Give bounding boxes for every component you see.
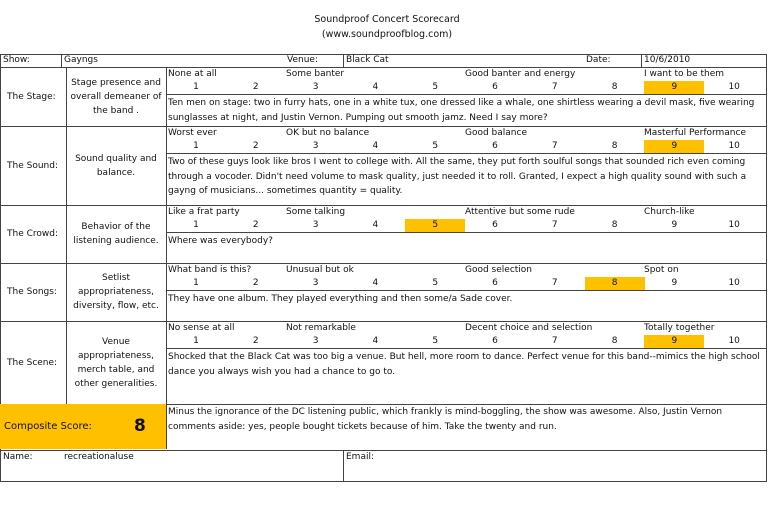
score-cell-thescene-1: 1: [193, 336, 199, 346]
comment-thestage: Ten men on stage: two in furry hats, one in a white tux, one dressed like a whale, one shirtless wearing a devil mask, five wearing sunglasses at night, and Justin Vernon. Pumping out smooth jamz. Need I say more?: [168, 98, 755, 123]
score-cell-thecrowd-2: 2: [252, 220, 259, 230]
scale-divider: [166, 94, 766, 95]
score-cell-thestage-8: 8: [611, 82, 618, 92]
score-cell-thesound-8: 8: [611, 141, 618, 151]
anchor-thescene-3: Decent choice and selection: [465, 323, 593, 333]
score-cell-thecrowd-10: 10: [728, 220, 740, 230]
score-cell-thescene-4: 4: [372, 336, 379, 346]
score-cell-thecrowd-3: 3: [312, 220, 319, 230]
score-cell-thesound-3: 3: [312, 141, 319, 151]
anchor-thestage-1: None at all: [168, 69, 217, 79]
score-cell-thesongs-4: 4: [372, 278, 379, 288]
anchor-thesound-2: OK but no balance: [286, 128, 370, 138]
scale-divider: [166, 232, 766, 233]
criteria-thecrowd: Behavior of the listening audience.: [73, 222, 159, 246]
score-cell-thecrowd-9: 9: [671, 220, 678, 230]
col-divider: [166, 126, 167, 205]
anchor-thesongs-4: Spot on: [644, 265, 679, 275]
anchor-thesound-3: Good balance: [465, 128, 527, 138]
score-cell-thesongs-3: 3: [312, 278, 319, 288]
score-cell-thecrowd-6: 6: [492, 220, 498, 230]
score-cell-thesongs-7: 7: [551, 278, 558, 288]
score-cell-thesound-10: 10: [728, 141, 740, 151]
score-selected-thecrowd: 5: [405, 219, 465, 232]
score-cell-thescene-10: 10: [728, 336, 740, 346]
score-cell-thesound-2: 2: [252, 141, 259, 151]
comment-thecrowd: Where was everybody?: [168, 236, 273, 246]
criteria-thescene: Venue appropriateness, merch table, and other generalities.: [74, 336, 158, 389]
scale-divider: [166, 348, 766, 349]
page-url: (www.soundproofblog.com): [321, 29, 453, 40]
anchor-thecrowd-4: Church-like: [644, 207, 695, 217]
score-cell-thecrowd-8: 8: [611, 220, 618, 230]
score-cell-thesound-6: 6: [492, 141, 498, 151]
score-cell-thescene-6: 6: [492, 336, 498, 346]
venue-label: Venue:: [287, 55, 318, 65]
col-divider: [166, 321, 167, 404]
scale-divider: [166, 153, 766, 154]
anchor-thestage-4: I want to be them: [644, 69, 725, 79]
anchor-thestage-2: Some banter: [286, 69, 345, 79]
score-selected-thestage: 9: [644, 81, 704, 94]
score-cell-thescene-8: 8: [611, 336, 618, 346]
name-value: recreationaluse: [64, 452, 134, 462]
show-label: Show:: [3, 55, 30, 65]
score-cell-thestage-7: 7: [551, 82, 558, 92]
page-title: Soundproof Concert Scorecard: [314, 14, 460, 25]
anchor-thesound-1: Worst ever: [168, 128, 217, 138]
composite-value: 8: [134, 416, 146, 436]
anchor-thescene-1: No sense at all: [168, 323, 235, 333]
date-value: 10/6/2010: [644, 55, 691, 65]
comment-thesound: Two of these guys look like bros I went to college with. All the same, they put forth soulful songs that sounded rich even coming through a vocoder. Didn't need volume to mask quality, just needed it to roll. Granted, I expect a high quality sound with such a gayng of musicians... sometimes quantity = quality.: [168, 157, 747, 196]
name-label: Name:: [3, 452, 33, 462]
score-selected-thesongs: 8: [585, 277, 645, 290]
anchor-thecrowd-2: Some talking: [286, 207, 346, 217]
anchor-thescene-2: Not remarkable: [286, 323, 356, 333]
score-cell-thestage-10: 10: [728, 82, 740, 92]
score-selected-thesound: 9: [644, 140, 704, 153]
section-label-thestage: The Stage:: [7, 91, 56, 102]
score-cell-thesound-7: 7: [551, 141, 558, 151]
col-divider: [166, 205, 167, 263]
composite-comment: Minus the ignorance of the DC listening public, which frankly is mind-boggling, the show was awesome. Also, Justin Vernon comments aside: yes, people bought tickets because of him. Take the twenty and run.: [168, 407, 723, 432]
score-cell-thestage-5: 5: [432, 82, 439, 92]
criteria-thesongs: Setlist appropriateness, diversity, flow, etc.: [73, 273, 159, 311]
score-cell-thecrowd-4: 4: [372, 220, 379, 230]
venue-value: Black Cat: [346, 55, 389, 65]
criteria-thesound: Sound quality and balance.: [75, 153, 157, 178]
score-cell-thecrowd-1: 1: [193, 220, 199, 230]
show-value: Gayngs: [64, 55, 98, 65]
anchor-thescene-4: Totally together: [644, 323, 715, 333]
anchor-thesongs-1: What band is this?: [168, 265, 252, 275]
col-divider: [166, 67, 167, 126]
score-cell-thestage-4: 4: [372, 82, 379, 92]
score-cell-thestage-6: 6: [492, 82, 498, 92]
col-divider: [166, 263, 167, 321]
score-cell-thesongs-6: 6: [492, 278, 498, 288]
score-cell-thesound-4: 4: [372, 141, 379, 151]
score-cell-thesongs-1: 1: [193, 278, 199, 288]
score-cell-thesound-1: 1: [193, 141, 199, 151]
score-cell-thesound-5: 5: [432, 141, 439, 151]
score-cell-thecrowd-7: 7: [551, 220, 558, 230]
anchor-thestage-3: Good banter and energy: [465, 69, 576, 79]
criteria-thestage: Stage presence and overall demeaner of the band .: [70, 77, 162, 116]
date-label: Date:: [586, 55, 611, 65]
score-cell-thestage-2: 2: [252, 82, 259, 92]
section-label-thesongs: The Songs:: [7, 287, 57, 297]
anchor-thesongs-3: Good selection: [465, 265, 533, 275]
score-cell-thescene-2: 2: [252, 336, 259, 346]
comment-thescene: Shocked that the Black Cat was too big a venue. But hell, more room to dance. Perfect venue for this band--mimics the high school dance you always wish you had a chance to go to.: [168, 352, 760, 377]
section-label-thesound: The Sound:: [7, 160, 58, 171]
score-cell-thestage-3: 3: [312, 82, 319, 92]
score-cell-thesongs-10: 10: [728, 278, 740, 288]
comment-thesongs: They have one album. They played everything and then some/a Sade cover.: [168, 294, 513, 304]
section-label-thecrowd: The Crowd:: [7, 229, 58, 239]
anchor-thesongs-2: Unusual but ok: [286, 265, 354, 275]
email-label: Email:: [346, 452, 375, 462]
score-cell-thescene-5: 5: [432, 336, 439, 346]
score-cell-thestage-1: 1: [193, 82, 199, 92]
section-label-thescene: The Scene:: [7, 357, 58, 368]
anchor-thecrowd-3: Attentive but some rude: [465, 207, 575, 217]
composite-label: Composite Score:: [4, 421, 92, 432]
score-cell-thesongs-5: 5: [432, 278, 439, 288]
score-selected-thescene: 9: [644, 335, 704, 348]
score-cell-thescene-7: 7: [551, 336, 558, 346]
score-cell-thesongs-9: 9: [671, 278, 678, 288]
scale-divider: [166, 290, 766, 291]
composite-score-box: [0, 404, 166, 449]
score-cell-thesongs-2: 2: [252, 278, 259, 288]
anchor-thecrowd-1: Like a frat party: [168, 207, 240, 217]
score-cell-thescene-3: 3: [312, 336, 319, 346]
anchor-thesound-4: Masterful Performance: [644, 128, 747, 138]
